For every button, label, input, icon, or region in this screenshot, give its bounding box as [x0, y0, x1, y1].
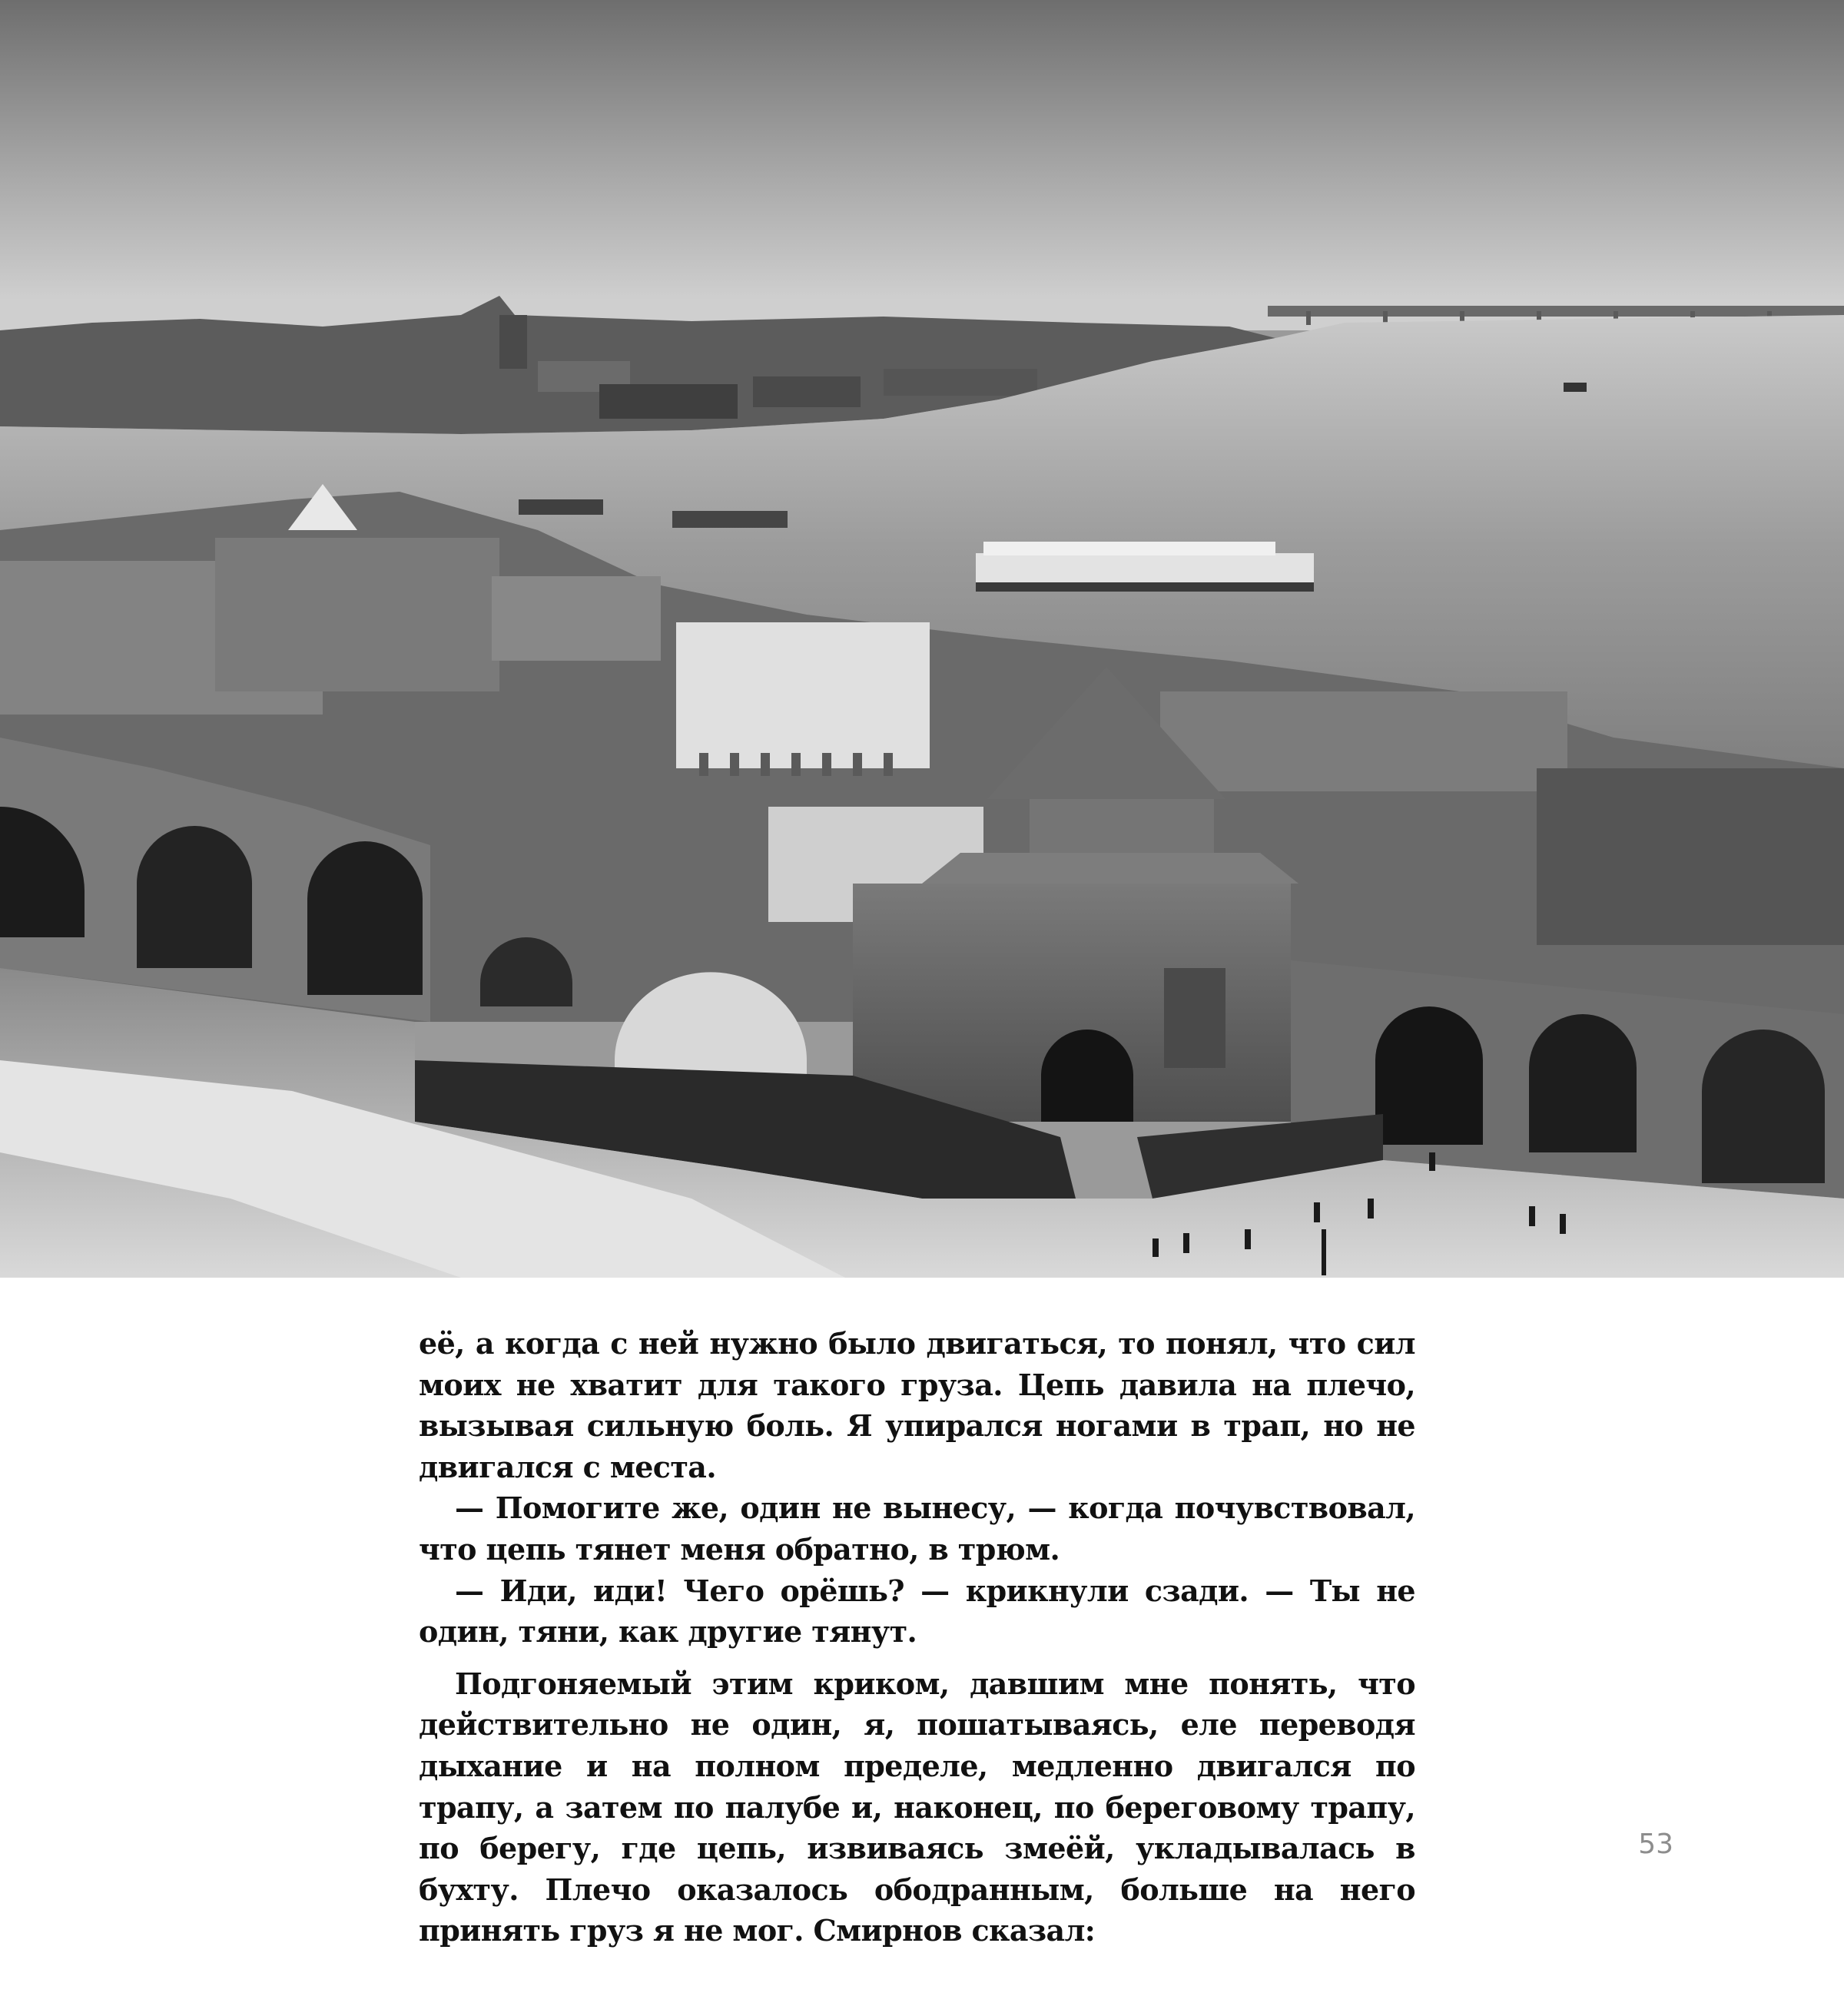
far-cathedral [499, 315, 527, 369]
paragraph: её, а когда с ней нужно было двигаться, то понял, что сил моих не хватит для такого груза. Цепь давила на плечо, вызывая сильную боль. Я упирался ногами в трап, но не двигался с места. [419, 1326, 1415, 1484]
town-block [215, 538, 499, 691]
body-text [419, 1323, 1415, 1951]
arch [137, 826, 252, 968]
arch [1702, 1030, 1825, 1183]
paragraph: — Помогите же, один не вынесу, — когда почувствовал, что цепь тянет меня обратно, в трюм. [419, 1490, 1415, 1567]
arch [307, 841, 423, 995]
arch [1529, 1014, 1637, 1152]
gate-arch [1375, 1006, 1483, 1145]
small-boat [519, 499, 603, 515]
far-building [884, 369, 1037, 396]
distant-launch [1564, 383, 1587, 392]
town-block [492, 576, 661, 661]
far-building [753, 376, 861, 407]
page-number: 53 [1638, 1829, 1673, 1860]
town-block [1537, 768, 1844, 945]
distant-bridge [1268, 306, 1844, 317]
paragraph: — Иди, иди! Чего орёшь? — крикнули сзади. — Ты не один, тяни, как другие тянут. [419, 1573, 1415, 1650]
sky [0, 0, 1844, 323]
river-steamer [976, 542, 1314, 592]
barge [672, 511, 788, 528]
far-building [599, 384, 738, 419]
town-block [1160, 691, 1567, 791]
town-block [676, 622, 930, 768]
paragraph: Подгоняемый этим криком, давшим мне понять, что действительно не один, я, пошатываясь, еле переводя дыхание и на полном пределе, медленно двигался по трапу, а затем по палубе и, наконец, по береговому трапу, по берегу, где цепь, извиваясь змеёй, укладывалась в бухту. Плечо оказалось ободранным, больше на него принять груз я не мог. Смирнов сказал: [419, 1666, 1415, 1948]
